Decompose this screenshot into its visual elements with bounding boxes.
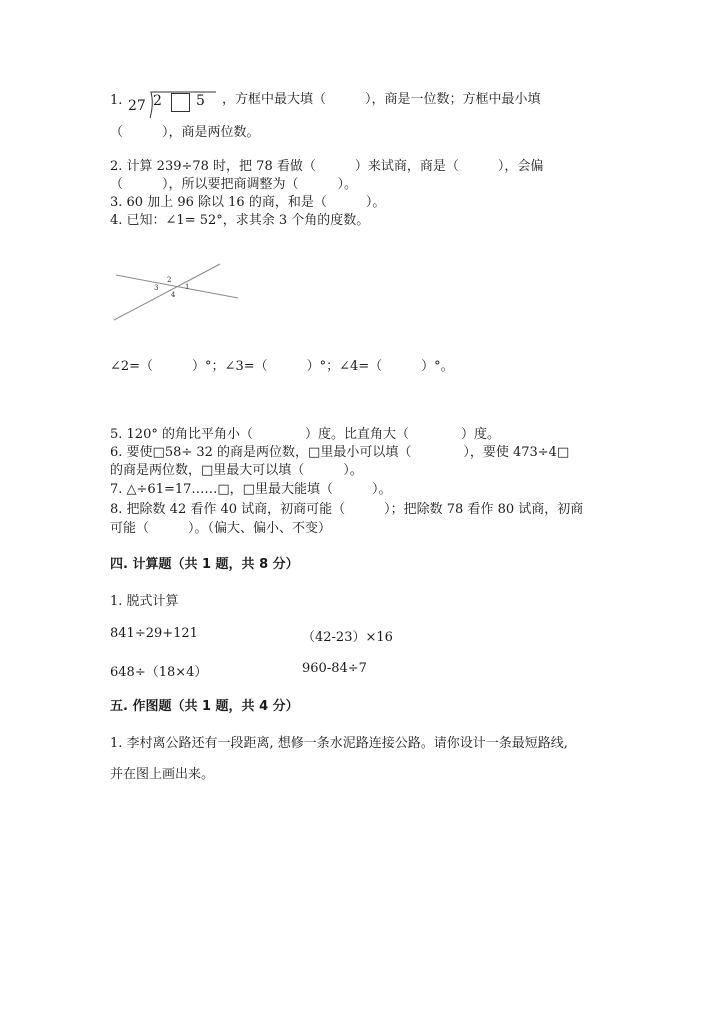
blank-box[interactable]	[171, 93, 190, 112]
long-division-figure	[128, 88, 218, 122]
angle-label-1: 1	[185, 283, 190, 291]
q4-stem: 4. 已知：∠1= 52°，求其余 3 个角的度数。	[110, 213, 370, 228]
dividend-last-digit: 5	[196, 93, 205, 109]
q1-text-b: （ ），商是两位数。	[110, 125, 260, 140]
section4-heading: 四. 计算题（共 1 题，共 8 分）	[110, 557, 299, 572]
calc-expr-2: （42-23）×16	[302, 630, 393, 645]
angle-label-3: 3	[154, 284, 159, 292]
section5-line1: 1. 李村离公路还有一段距离, 想修一条水泥路连接公路。请你设计一条最短路线,	[110, 736, 568, 751]
q4-answer: ∠2=（ ）°；∠3=（ ）°；∠4=（ ）°。	[110, 359, 454, 374]
q2-line1: 2. 计算 239÷78 时，把 78 看做（ ）来试商，商是（ ），会偏	[110, 159, 544, 174]
section4-sub: 1. 脱式计算	[110, 594, 179, 609]
calc-expr-4: 960-84÷7	[302, 661, 367, 676]
section5-heading: 五. 作图题（共 1 题，共 4 分）	[110, 699, 299, 714]
angle-label-2: 2	[167, 276, 172, 284]
intersecting-lines	[108, 258, 248, 328]
q1-number: 1.	[110, 93, 123, 108]
angle-figure	[108, 258, 248, 328]
angle-label-4: 4	[171, 291, 176, 299]
q1-text-a: ，方框中最大填（ ），商是一位数；方框中最小填	[222, 92, 541, 107]
q6-line2: 的商是两位数，□里最大可以填（ ）。	[110, 463, 363, 478]
calc-expr-3: 648÷（18×4）	[110, 665, 208, 680]
q8-line1: 8. 把除数 42 看作 40 试商，初商可能（ ）；把除数 78 看作 80 试商，初商	[110, 502, 584, 517]
divisor: 27	[128, 98, 146, 114]
section5-line2: 并在图上画出来。	[110, 767, 215, 782]
dividend-first-digit: 2	[153, 93, 162, 109]
q6-line1: 6. 要使□58÷ 32 的商是两位数，□里最小可以填（ ），要使 473÷4□	[110, 445, 570, 460]
q8-line2: 可能（ ）。（偏大、偏小、不变）	[110, 521, 332, 536]
q5-text: 5. 120° 的角比平角小（ ）度。比直角大（ ）度。	[110, 427, 500, 442]
q2-line2: （ ），所以要把商调整为（ ）。	[110, 177, 358, 192]
q7-text: 7. △÷61=17……□，□里最大能填（ ）。	[110, 482, 392, 497]
calc-expr-1: 841÷29+121	[110, 626, 198, 641]
q3-text: 3. 60 加上 96 除以 16 的商，和是（ ）。	[110, 195, 386, 210]
